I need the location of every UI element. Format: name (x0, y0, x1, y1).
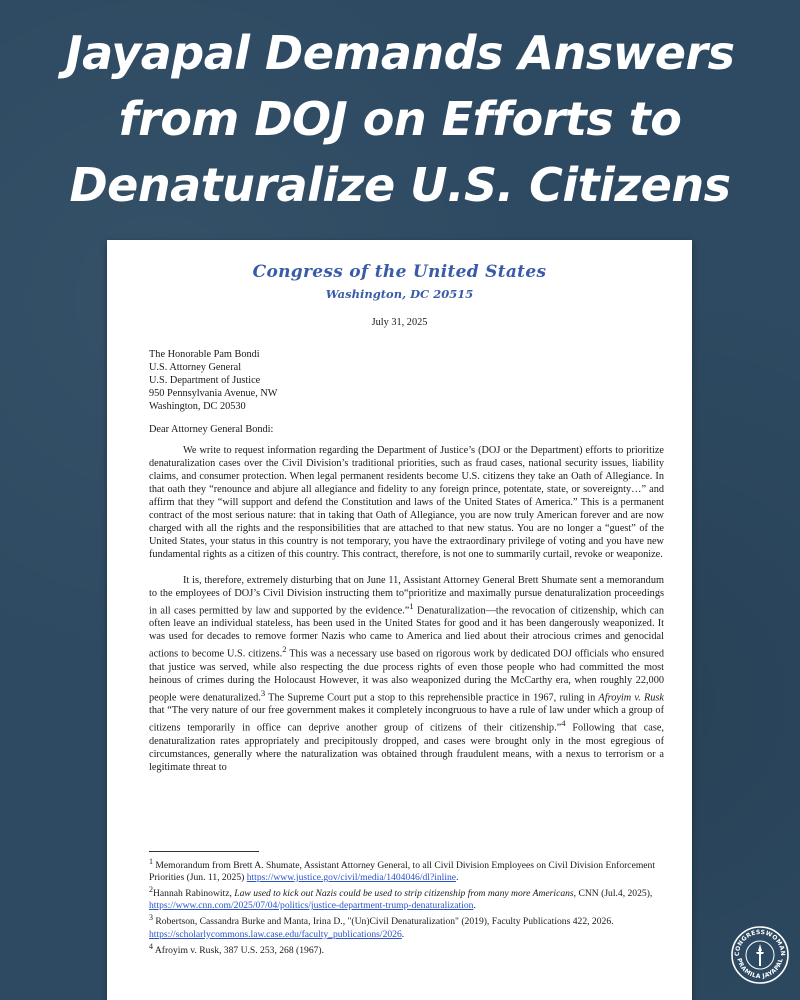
seal-text-bottom: PRAMILA JAYAPAL (735, 957, 785, 981)
headline-line-2: from DOJ on Efforts to (118, 92, 682, 146)
footnote-marker: 4 (561, 718, 566, 729)
headline-line-3: Denaturalize U.S. Citizens (69, 158, 731, 212)
footnote-article-title: Law used to kick out Nazis could be used to strip citizenship from many more Americans (234, 888, 574, 900)
letter-document (107, 240, 692, 1000)
letter-body (149, 444, 664, 787)
address-line: U.S. Department of Justice (149, 375, 261, 386)
letterhead-title: Congress of the United States (252, 262, 547, 282)
letter-date: July 31, 2025 (371, 317, 428, 328)
recipient-address (149, 348, 278, 413)
footnote-number: 1 (149, 857, 153, 866)
footnote-number: 4 (149, 941, 153, 951)
footnote-marker: 3 (260, 687, 266, 698)
footnote-number: 2 (149, 885, 153, 895)
footnote-text: . (456, 872, 459, 884)
footnote-3 (149, 912, 664, 940)
footnote-text: Robertson, Cassandra Burke and Manta, Irina D., "(Un)Civil Denaturalization" (2019), Faculty Publications 422, 2026. (153, 916, 614, 928)
case-name: Afroyim v. Rusk (598, 692, 664, 704)
footnote-text: Afroyim v. Rusk, 387 U.S. 253, 268 (1967). (153, 944, 325, 956)
footnote-text: Memorandum from Brett A. Shumate, Assistant Attorney General, to all Civil Division Employees on Civil Division Enforcement Priorities (Jun. 11, 2025) (149, 860, 656, 884)
footnote-marker: 1 (409, 601, 414, 611)
footnote-1 (149, 856, 664, 884)
address-line: Washington, DC 20530 (149, 401, 246, 412)
address-line: 950 Pennsylvania Avenue, NW (149, 388, 278, 399)
footnote-text: . (401, 928, 405, 940)
paragraph-2-text: This was a necessary use based on rigorous work by dedicated DOJ officials who ensured that justice was served, while also respecting the due process rights of even those people who had committed the most heinous of crimes during the Holocaust However, it was also weaponized during the McCarthy era, when roughly 22,000 people were denaturalized. (149, 648, 665, 704)
footnote-text: . (473, 900, 476, 912)
footnote-marker: 2 (282, 644, 287, 655)
footnotes (149, 856, 664, 957)
footnote-text: Hannah Rabinowitz, (153, 888, 235, 900)
salutation: Dear Attorney General Bondi: (149, 424, 274, 435)
footnote-2 (149, 884, 664, 912)
paragraph-2-text: that “The very nature of our free government makes it completely incongruous to have a rule of law under which a group of citizens temporarily in office can deprive another group of citizens of their citizenship.” (149, 705, 664, 734)
headline-line-1: Jayapal Demands Answers (65, 26, 735, 80)
seal-text-top: CONGRESSWOMAN (733, 928, 787, 957)
paragraph-2-text: Denaturalization—the revocation of citizenship, which can often leave an individual stateless, has been used in the United States for good and it has been dangerously weaponized. It was used for decades to remove former Nazis who came to America and lied about their atrocious crimes and genocidal actions to become U.S. citizens. (149, 605, 664, 660)
footnote-link[interactable]: https://www.cnn.com/2025/07/04/politics/justice-department-trump-denaturalization (149, 900, 474, 912)
footnote-4 (149, 941, 664, 957)
congresswoman-seal-logo (730, 925, 790, 985)
letterhead-subtitle: Washington, DC 20515 (325, 287, 474, 301)
paragraph-2 (149, 574, 664, 774)
address-line: The Honorable Pam Bondi (149, 349, 260, 360)
paragraph-2-text: Following that case, denaturalization rates appropriately and precipitously dropped, and cases were brought only in the most egregious of circumstances, generally where the naturalization was obtained through fraudulent means, with a nexus to terrorism or a legitimate threat to (149, 722, 664, 773)
address-line: U.S. Attorney General (149, 362, 242, 373)
footnote-link[interactable]: https://www.justice.gov/civil/media/1404046/dl?inline (246, 872, 457, 884)
footnote-text: , CNN (Jul.4, 2025), (573, 888, 653, 900)
paragraph-1: We write to request information regarding the Department of Justice’s (DOJ or the Department) efforts to prioritize denaturalization cases over the Civil Division’s traditional priorities, such as fraud cases, national security issues, liability claims, and consumer protection. When legal permanent residents become U.S. citizens they take an Oath of Allegiance. In that oath they “renounce and abjure all allegiance and fidelity to any foreign prince, potentate, state, or sovereignty…” and affirm that they “will support and defend the Constitution and laws of the United States of America.” This is a permanent contract of the most serious nature: that in taking that Oath of Allegiance, you are now truly American forever and are now charged with all the rights and the responsibilities that are attached to that new status. You are no longer a “guest” of the United States, your status in this country is not temporary, you have the extraordinary privilege of voting and you have new fundamental rights as a citizen of this country. This contract, therefore, is not one to summarily curtail, revoke or weaponize. (149, 445, 664, 560)
footnote-divider (149, 851, 259, 852)
footnote-number: 3 (149, 913, 153, 923)
paragraph-2-text: The Supreme Court put a stop to this reprehensible practice in 1967, ruling in (265, 692, 599, 704)
paragraph-2-text: It is, therefore, extremely disturbing that on June 11, Assistant Attorney General Brett Shumate sent a memorandum to the employees of DOJ’s Civil Division instructing them to“prioritize and maximally pursue denaturalization proceedings in all cases permitted by law and supported by the evidence.” (149, 575, 664, 617)
headline (0, 20, 800, 218)
footnote-link[interactable]: https://scholarlycommons.law.case.edu/faculty_publications/2026 (149, 928, 402, 940)
